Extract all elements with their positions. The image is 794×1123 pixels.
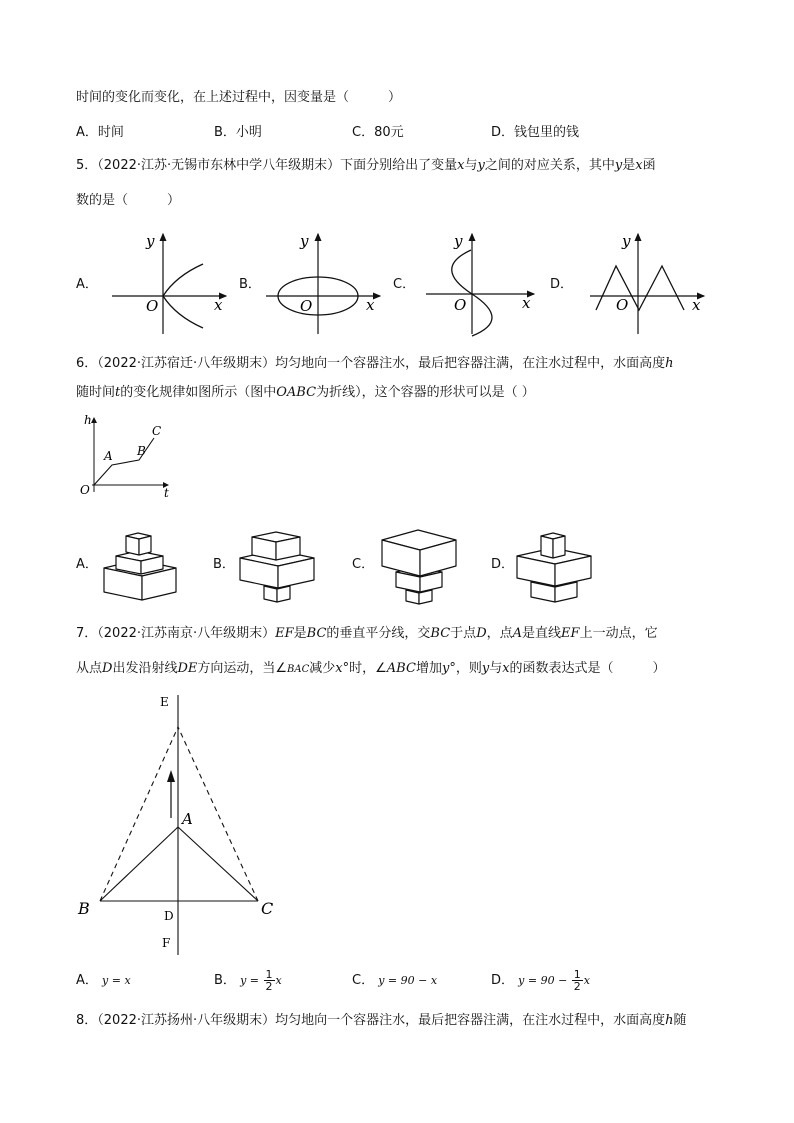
q7-triangle-figure (70, 690, 290, 960)
q5-graph-c (422, 226, 547, 338)
q5-line2: 数的是（ ） (76, 193, 181, 208)
q4-option-d: D．钱包里的钱 (491, 125, 580, 140)
q5-d-y-label: y (622, 232, 631, 250)
q5-graph-d (586, 226, 711, 338)
q7-label-b: B (78, 899, 90, 918)
q6-graph-o: O (80, 483, 90, 497)
q6-container-d (513, 522, 599, 612)
q7-option-a: A． y = x (76, 973, 131, 988)
q6-label-b: B． (213, 557, 235, 572)
q5-c-y-label: y (454, 232, 463, 250)
q5-graph-a (108, 226, 233, 338)
q6-graph-a: A (104, 449, 113, 463)
q5-d-origin: O (616, 296, 629, 314)
q4-line: 时间的变化而变化，在上述过程中，因变量是（ ） (76, 90, 402, 105)
q6-label-a: A． (76, 557, 98, 572)
q6-oabc-graph (74, 410, 174, 500)
q4-option-a: A．时间 (76, 125, 124, 140)
q7-label-f: F (162, 936, 171, 950)
q5-b-origin: O (300, 297, 313, 315)
q6-container-a (98, 522, 184, 608)
q6-container-b (236, 520, 322, 612)
q6-container-c (378, 520, 464, 612)
q5-a-x-label: x (214, 296, 223, 314)
q6-graph-h: h (84, 413, 92, 427)
q5-d-x-label: x (692, 296, 701, 314)
q6-label-d: D． (491, 557, 515, 572)
q5-label-b: B． (239, 277, 261, 292)
q5-b-y-label: y (300, 232, 309, 250)
q6-graph-b: B (137, 444, 146, 458)
q6-label-c: C． (352, 557, 375, 572)
q5-a-y-label: y (146, 232, 155, 250)
q7-option-c: C． y = 90 − x (352, 973, 438, 988)
q6-graph-t: t (164, 486, 169, 500)
q7-line2: 从点D出发沿射线DE方向运动，当∠BAC减少x°时，∠ABC增加y°，则y与x的函数表达式是（ ） (76, 661, 666, 676)
q5-label-d: D． (550, 277, 574, 292)
q5-line1: 5．（2022·江苏·无锡市东林中学八年级期末）下面分别给出了变量x与y之间的对应关系，其中y是x函 (76, 158, 656, 173)
q6-line1: 6．（2022·江苏宿迁·八年级期末）均匀地向一个容器注水，最后把容器注满，在注水过程中，水面高度h (76, 356, 674, 371)
q7-label-d: D (164, 909, 174, 923)
q7-option-b: B． y = $\frac{1}{2}$ x (214, 968, 282, 993)
q5-c-origin: O (454, 296, 467, 314)
q5-label-a: A． (76, 277, 98, 292)
q6-graph-c: C (152, 424, 162, 438)
q5-b-x-label: x (366, 296, 375, 314)
q7-label-a: A (182, 810, 193, 828)
q6-line2: 随时间t的变化规律如图所示（图中OABC为折线），这个容器的形状可以是（ ） (76, 385, 535, 400)
q4-option-b: B．小明 (214, 125, 262, 140)
q5-a-origin: O (146, 297, 159, 315)
q5-c-x-label: x (522, 294, 531, 312)
q5-graph-b (262, 226, 387, 338)
q7-option-d: D． y = 90 − $\frac{1}{2}$ x (491, 968, 591, 993)
q8-line1: 8．（2022·江苏扬州·八年级期末）均匀地向一个容器注水，最后把容器注满，在注水过程中，水面高度h随 (76, 1013, 687, 1028)
q5-label-c: C． (393, 277, 416, 292)
q7-line1: 7．（2022·江苏南京·八年级期末）EF是BC的垂直平分线，交BC于点D，点A是直线EF上一动点，它 (76, 626, 658, 641)
q7-label-c: C (261, 899, 274, 918)
q4-option-c: C．80元 (352, 125, 404, 140)
q7-label-e: E (160, 695, 169, 709)
